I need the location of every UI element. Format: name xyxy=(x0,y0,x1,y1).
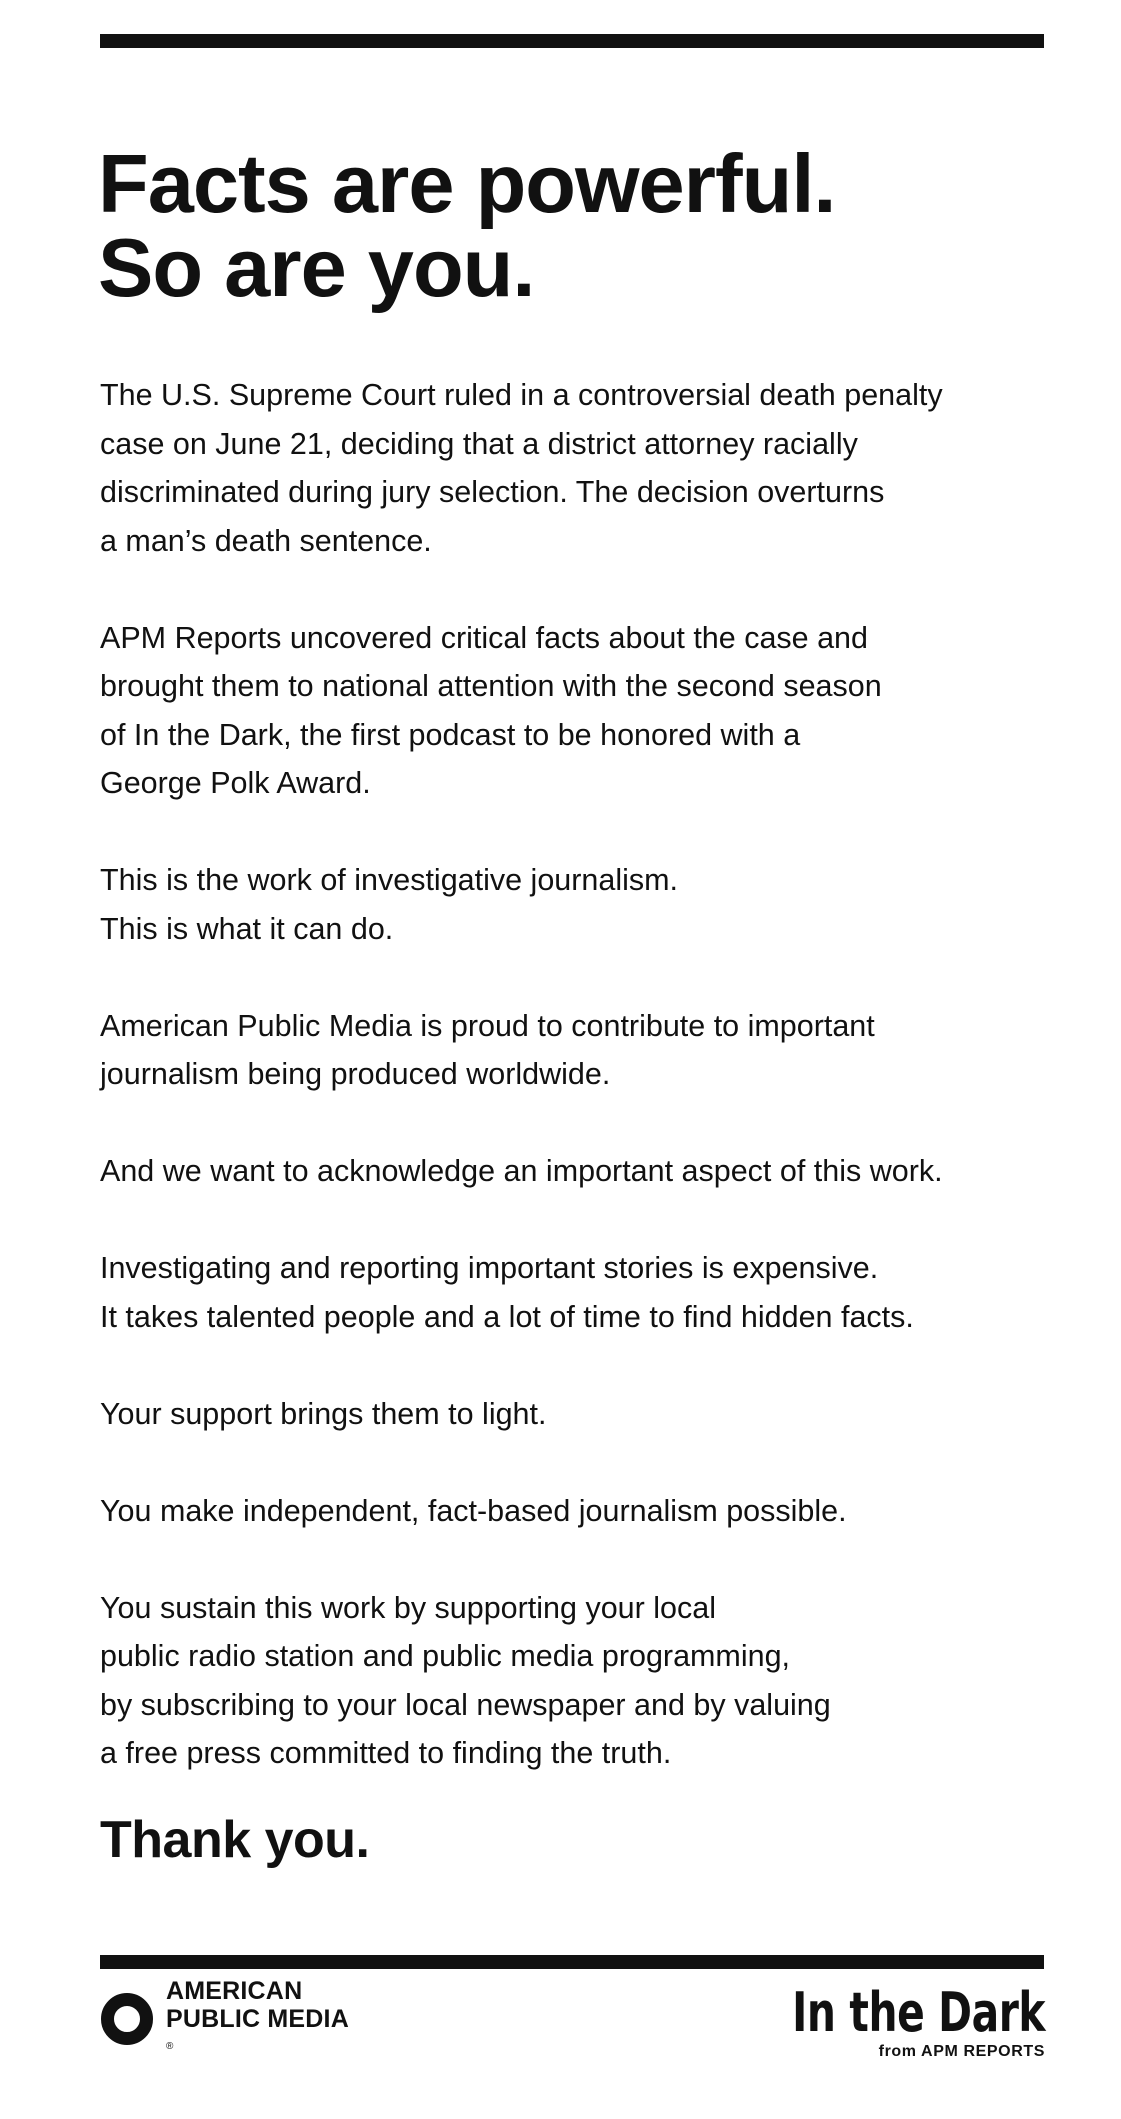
paragraph-line: of In the Dark, the first podcast to be honored with a xyxy=(100,717,801,752)
top-rule xyxy=(100,34,1044,48)
thank-you-heading: Thank you. xyxy=(100,1811,370,1869)
paragraph-acknowledge xyxy=(100,1147,1060,1196)
paragraph-line: You make independent, fact-based journalism possible. xyxy=(100,1493,847,1528)
paragraph-independent xyxy=(100,1487,1060,1536)
apm-wordmark xyxy=(166,1977,349,2061)
paragraph-supreme-court xyxy=(100,371,1060,565)
in-the-dark-subtitle: from APM REPORTS xyxy=(878,2043,1045,2060)
apm-wordmark-text: PUBLIC MEDIA xyxy=(166,2005,349,2033)
headline xyxy=(98,137,1058,314)
apm-ring-icon xyxy=(100,1992,154,2046)
paragraph-line: Your support brings them to light. xyxy=(100,1396,547,1431)
in-the-dark-logo xyxy=(744,1981,1045,2062)
paragraph-support xyxy=(100,1390,1060,1439)
paragraph-line: The U.S. Supreme Court ruled in a controversial death penalty xyxy=(100,378,943,412)
paragraph-line: case on June 21, deciding that a district attorney racially xyxy=(100,426,858,461)
paragraph-apm-reports xyxy=(100,614,1060,808)
paragraph-sustain xyxy=(100,1584,1060,1778)
paragraph-line: And we want to acknowledge an important aspect of this work. xyxy=(100,1154,943,1188)
registered-mark: ® xyxy=(166,2041,174,2052)
paragraph-line: It takes talented people and a lot of time to find hidden facts. xyxy=(100,1299,914,1334)
paragraph-apm-proud xyxy=(100,1002,1060,1099)
apm-wordmark-line-2 xyxy=(166,2005,349,2061)
paragraph-line: This is what it can do. xyxy=(100,911,394,946)
paragraph-line: Investigating and reporting important stories is expensive. xyxy=(100,1251,879,1285)
paragraph-line: a man’s death sentence. xyxy=(100,523,432,558)
paragraph-line: George Polk Award. xyxy=(100,766,371,800)
bottom-rule xyxy=(100,1955,1044,1969)
paragraph-line: American Public Media is proud to contribute to important xyxy=(100,1008,875,1043)
paragraph-investigative-journalism xyxy=(100,856,1060,953)
paragraph-line: by subscribing to your local newspaper and by valuing xyxy=(100,1687,831,1722)
paragraph-line: This is the work of investigative journalism. xyxy=(100,863,679,897)
headline-line-2: So are you. xyxy=(98,221,535,314)
paragraph-line: APM Reports uncovered critical facts about the case and xyxy=(100,620,868,655)
american-public-media-logo xyxy=(100,1977,349,2052)
paragraph-expensive xyxy=(100,1244,1060,1341)
apm-wordmark-line-1: AMERICAN xyxy=(166,1977,303,2005)
paragraph-line: public radio station and public media programming, xyxy=(100,1639,791,1673)
paragraph-line: journalism being produced worldwide. xyxy=(100,1057,611,1091)
paragraph-line: You sustain this work by supporting your local xyxy=(100,1590,716,1625)
body-copy xyxy=(100,371,1060,1826)
headline-line-1: Facts are powerful. xyxy=(98,137,836,230)
in-the-dark-title: In the Dark xyxy=(792,1981,1045,2044)
paragraph-line: brought them to national attention with the second season xyxy=(100,669,882,703)
paragraph-line: discriminated during jury selection. The decision overturns xyxy=(100,475,885,509)
paragraph-line: a free press committed to finding the truth. xyxy=(100,1736,672,1770)
